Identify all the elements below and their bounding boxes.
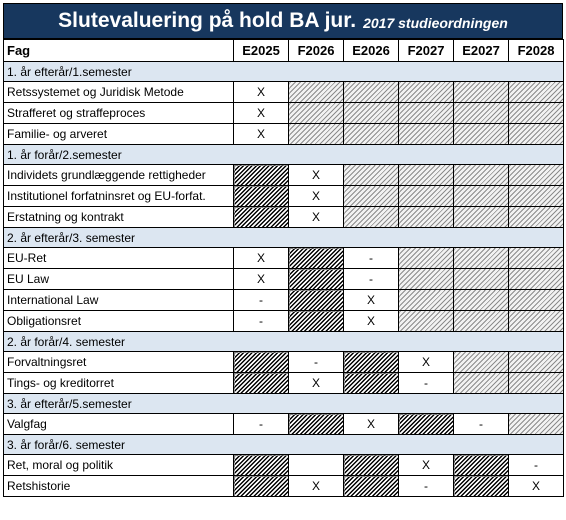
unavailable-cell: [454, 207, 509, 228]
unavailable-cell: [344, 124, 399, 145]
unavailable-cell: [344, 103, 399, 124]
exam-cell: -: [289, 352, 344, 373]
course-row: [4, 414, 564, 435]
unavailable-cell: [399, 269, 454, 290]
unavailable-cell: [344, 207, 399, 228]
exam-schedule-table: [3, 39, 564, 497]
unavailable-cell: [289, 311, 344, 332]
unavailable-cell: [509, 248, 564, 269]
exam-cell: X: [399, 455, 454, 476]
exam-cell: -: [234, 290, 289, 311]
course-name: Tings- og kreditorret: [4, 373, 234, 394]
header-col: E2026: [344, 40, 399, 62]
unavailable-cell: [344, 373, 399, 394]
header-row: [4, 40, 564, 62]
unavailable-cell: [454, 103, 509, 124]
course-name: Individets grundlæggende rettigheder: [4, 165, 234, 186]
unavailable-cell: [344, 82, 399, 103]
section-label: 2. år efterår/3. semester: [4, 228, 564, 248]
unavailable-cell: [454, 82, 509, 103]
course-row: [4, 103, 564, 124]
unavailable-cell: [234, 373, 289, 394]
exam-cell: [289, 455, 344, 476]
exam-cell: X: [344, 290, 399, 311]
unavailable-cell: [289, 269, 344, 290]
unavailable-cell: [454, 311, 509, 332]
exam-cell: X: [234, 103, 289, 124]
unavailable-cell: [454, 352, 509, 373]
unavailable-cell: [234, 476, 289, 497]
exam-cell: X: [289, 186, 344, 207]
unavailable-cell: [454, 373, 509, 394]
unavailable-cell: [399, 248, 454, 269]
course-row: [4, 207, 564, 228]
unavailable-cell: [509, 269, 564, 290]
section-label: 1. år forår/2.semester: [4, 145, 564, 165]
unavailable-cell: [509, 311, 564, 332]
course-row: [4, 82, 564, 103]
unavailable-cell: [509, 352, 564, 373]
section-row: [4, 332, 564, 352]
course-name: Erstatning og kontrakt: [4, 207, 234, 228]
course-row: [4, 248, 564, 269]
course-row: [4, 476, 564, 497]
section-row: [4, 435, 564, 455]
course-name: Institutionel forfatninsret og EU-forfat.: [4, 186, 234, 207]
unavailable-cell: [454, 165, 509, 186]
exam-cell: X: [234, 82, 289, 103]
section-label: 3. år forår/6. semester: [4, 435, 564, 455]
course-row: [4, 311, 564, 332]
section-label: 3. år efterår/5.semester: [4, 394, 564, 414]
course-name: International Law: [4, 290, 234, 311]
unavailable-cell: [289, 124, 344, 145]
course-row: [4, 290, 564, 311]
unavailable-cell: [344, 455, 399, 476]
exam-cell: X: [234, 269, 289, 290]
unavailable-cell: [454, 186, 509, 207]
course-name: Obligationsret: [4, 311, 234, 332]
header-col: F2027: [399, 40, 454, 62]
unavailable-cell: [454, 455, 509, 476]
unavailable-cell: [509, 373, 564, 394]
unavailable-cell: [344, 352, 399, 373]
unavailable-cell: [509, 290, 564, 311]
title-main: Slutevaluering på hold BA jur.: [58, 9, 357, 32]
course-name: Retshistorie: [4, 476, 234, 497]
course-name: Strafferet og straffeproces: [4, 103, 234, 124]
exam-cell: -: [344, 248, 399, 269]
exam-cell: X: [289, 373, 344, 394]
header-col: F2026: [289, 40, 344, 62]
unavailable-cell: [344, 186, 399, 207]
exam-cell: X: [234, 124, 289, 145]
exam-cell: X: [289, 165, 344, 186]
exam-cell: X: [399, 352, 454, 373]
unavailable-cell: [399, 290, 454, 311]
unavailable-cell: [399, 124, 454, 145]
course-row: [4, 186, 564, 207]
unavailable-cell: [234, 455, 289, 476]
header-col: E2025: [234, 40, 289, 62]
section-row: [4, 145, 564, 165]
header-fag: Fag: [4, 40, 234, 62]
unavailable-cell: [289, 82, 344, 103]
unavailable-cell: [344, 476, 399, 497]
unavailable-cell: [399, 414, 454, 435]
unavailable-cell: [454, 269, 509, 290]
unavailable-cell: [399, 311, 454, 332]
section-label: 2. år forår/4. semester: [4, 332, 564, 352]
exam-cell: X: [289, 207, 344, 228]
course-row: [4, 269, 564, 290]
unavailable-cell: [399, 207, 454, 228]
unavailable-cell: [344, 165, 399, 186]
exam-cell: -: [399, 373, 454, 394]
exam-cell: X: [234, 248, 289, 269]
exam-cell: -: [454, 414, 509, 435]
unavailable-cell: [289, 414, 344, 435]
course-name: Valgfag: [4, 414, 234, 435]
section-row: [4, 228, 564, 248]
course-name: EU Law: [4, 269, 234, 290]
header-col: F2028: [509, 40, 564, 62]
exam-cell: X: [509, 476, 564, 497]
exam-cell: X: [344, 311, 399, 332]
unavailable-cell: [454, 124, 509, 145]
section-label: 1. år efterår/1.semester: [4, 62, 564, 82]
course-name: Familie- og arveret: [4, 124, 234, 145]
schedule-sheet: [3, 3, 563, 497]
unavailable-cell: [234, 207, 289, 228]
unavailable-cell: [289, 103, 344, 124]
course-row: [4, 352, 564, 373]
unavailable-cell: [509, 124, 564, 145]
course-row: [4, 455, 564, 476]
unavailable-cell: [234, 165, 289, 186]
exam-cell: X: [289, 476, 344, 497]
unavailable-cell: [399, 186, 454, 207]
exam-cell: X: [344, 414, 399, 435]
unavailable-cell: [509, 186, 564, 207]
header-col: E2027: [454, 40, 509, 62]
title-subtitle: 2017 studieordningen: [363, 15, 508, 31]
exam-cell: -: [344, 269, 399, 290]
unavailable-cell: [234, 186, 289, 207]
unavailable-cell: [399, 165, 454, 186]
exam-cell: -: [399, 476, 454, 497]
unavailable-cell: [399, 82, 454, 103]
exam-cell: -: [234, 414, 289, 435]
course-row: [4, 165, 564, 186]
course-row: [4, 373, 564, 394]
course-name: Retssystemet og Juridisk Metode: [4, 82, 234, 103]
unavailable-cell: [454, 248, 509, 269]
course-name: Forvaltningsret: [4, 352, 234, 373]
unavailable-cell: [234, 352, 289, 373]
course-row: [4, 124, 564, 145]
course-name: EU-Ret: [4, 248, 234, 269]
unavailable-cell: [454, 476, 509, 497]
section-row: [4, 394, 564, 414]
unavailable-cell: [509, 414, 564, 435]
unavailable-cell: [454, 290, 509, 311]
section-row: [4, 62, 564, 82]
unavailable-cell: [509, 207, 564, 228]
unavailable-cell: [399, 103, 454, 124]
unavailable-cell: [509, 103, 564, 124]
unavailable-cell: [509, 165, 564, 186]
unavailable-cell: [289, 290, 344, 311]
unavailable-cell: [509, 82, 564, 103]
title-bar: [3, 3, 563, 39]
unavailable-cell: [289, 248, 344, 269]
course-name: Ret, moral og politik: [4, 455, 234, 476]
exam-cell: -: [234, 311, 289, 332]
exam-cell: -: [509, 455, 564, 476]
